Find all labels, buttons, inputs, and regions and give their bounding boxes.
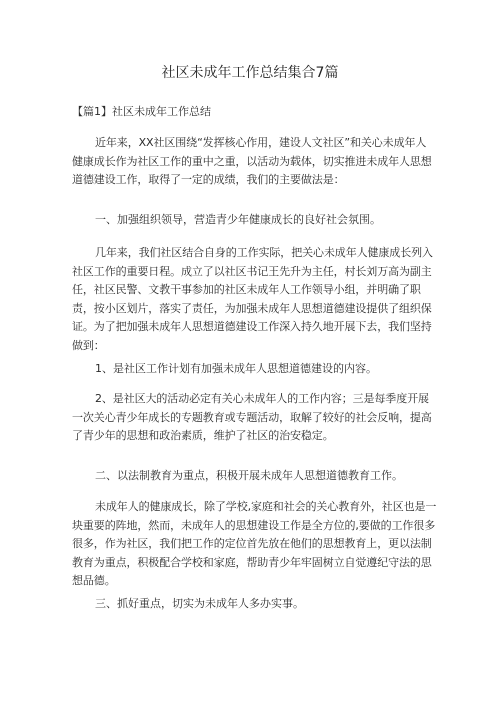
paragraph-list-item-two: 2、是社区大的活动必定有关心未成年人的工作内容；三是每季度开展一次关心青少年成长的专题教育或专题活动，取解了较好的社会反响，提高了青少年的思想和政治素质，维护了社区的治安稳定。 [72, 392, 432, 442]
document-title: 社区未成年工作总结集合7篇 [161, 65, 339, 81]
heading-two: 二、以法制教育为重点，积极开展未成年人思想道德教育工作。 [95, 469, 403, 482]
list-item-one: 1、是社区工作计划有加强未成年人思想道德建设的内容。 [95, 362, 377, 375]
paragraph-organization: 几年来，我们社区结合自身的工作实际，把关心未成年人健康成长列入社区工作的重要日程。成立了以社区书记王先升为主任，村长刘万高为副主任，社区民警、文教干事参加的社区未成年人工作领导小组，并明确了职责，按小区划片，落实了责任，为加强未成年人思想道德建设提供了组织保证。为了把加强未成年人思想道德建设工作深入持久地开展下去，我们坚持做到： [72, 246, 433, 352]
heading-one: 一、加强组织领导，营造青少年健康成长的良好社会氛围。 [95, 213, 381, 226]
paragraph-intro: 近年来，XX社区围绕“发挥核心作用，建设人文社区”和关心未成年人健康成长作为社区工作的重中之重，以活动为载体，切实推进未成年人思想道德建设工作，取得了一定的成绩，我们的主要做法是： [72, 136, 432, 186]
paragraph-legal-education: 未成年人的健康成长，除了学校,家庭和社会的关心教育外，社区也是一块重要的阵地，然而，未成年人的思想建设工作是全方位的,要做的工作很多很多，作为社区，我们把工作的定位首先放在他们的思想教育上，更以法制教育为重点，积极配合学校和家庭，帮助青少年牢固树立自觉遵纪守法的思想品德。 [72, 500, 437, 587]
section-title: 【篇1】社区未成年工作总结 [72, 105, 211, 118]
heading-three: 三、抓好重点，切实为未成年人多办实事。 [95, 597, 304, 610]
